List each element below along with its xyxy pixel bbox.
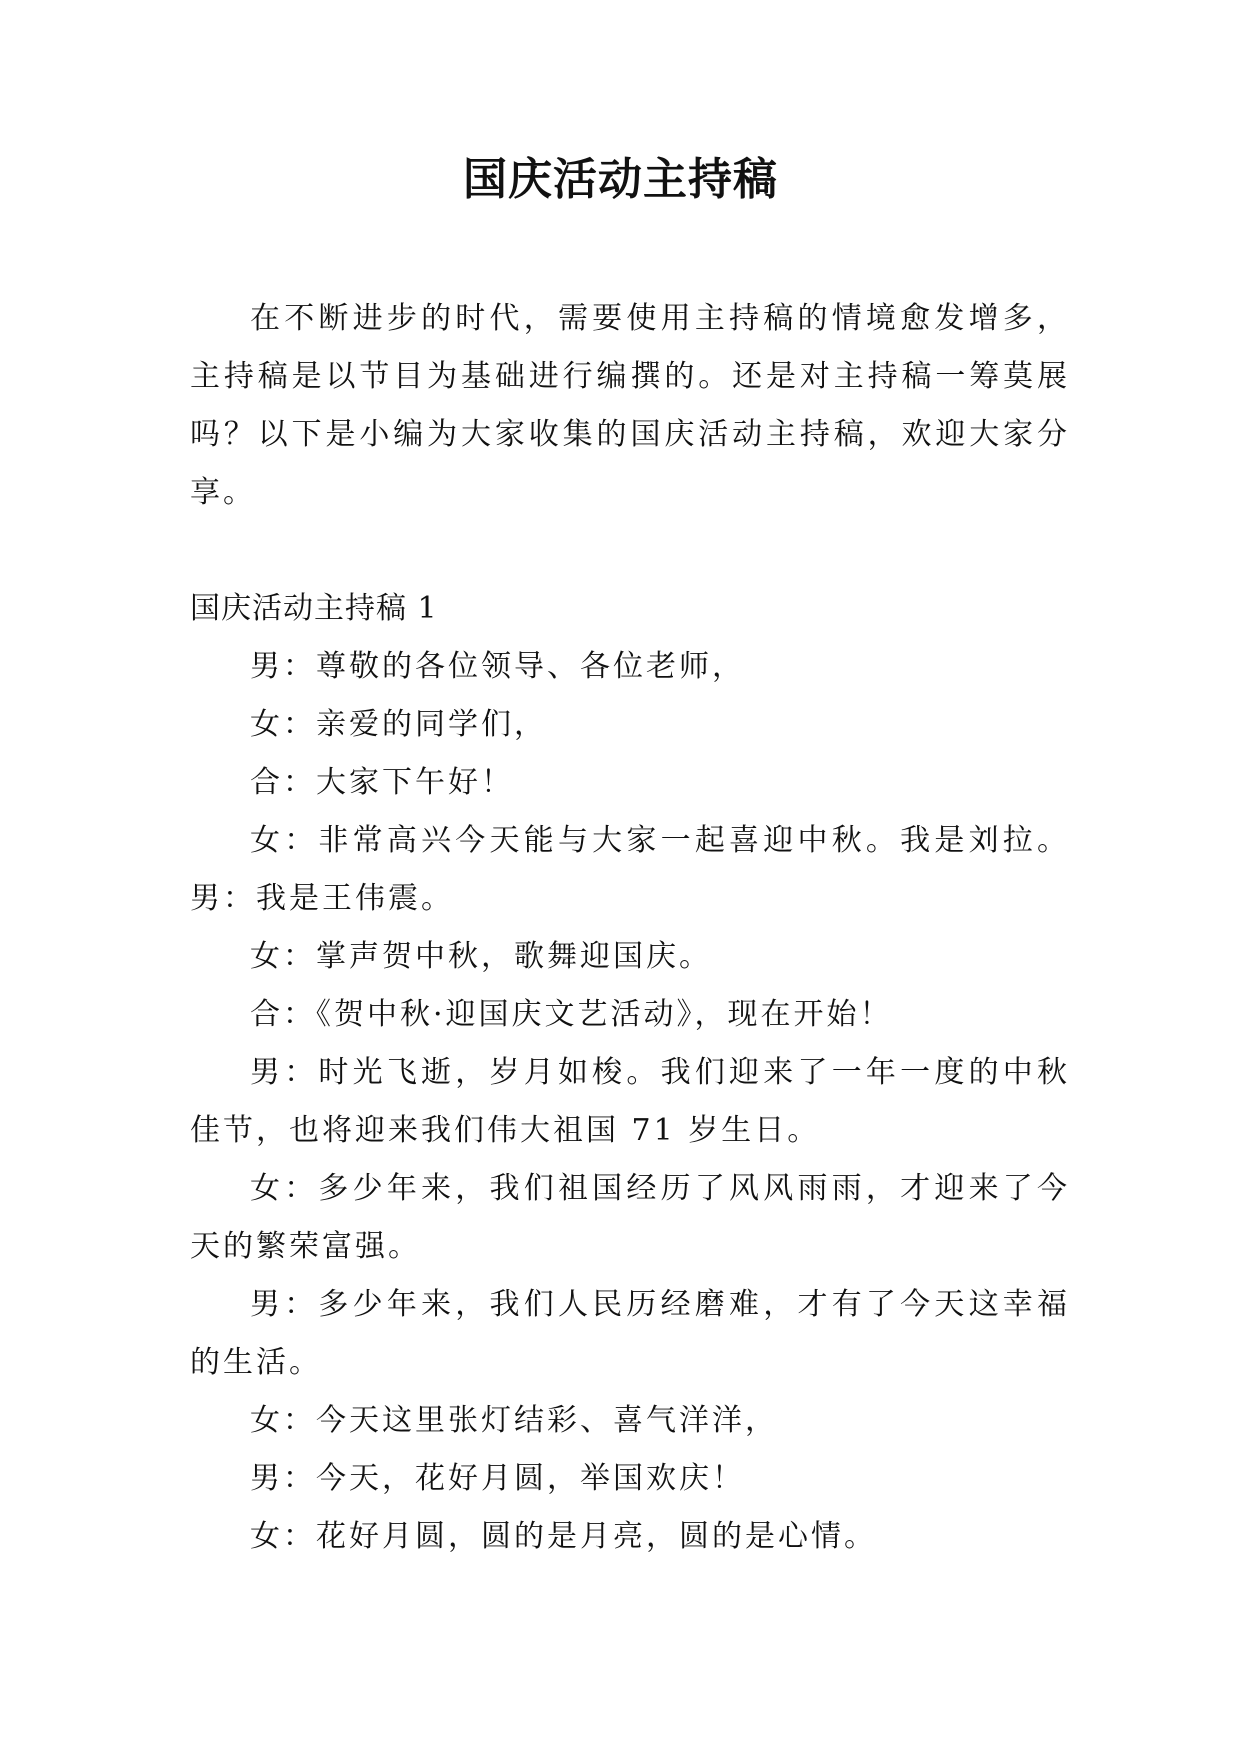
document-body bbox=[190, 290, 1070, 1566]
script-line: 女：非常高兴今天能与大家一起喜迎中秋。我是刘拉。男：我是王伟震。 bbox=[190, 823, 1070, 916]
script-line: 女：多少年来，我们祖国经历了风风雨雨，才迎来了今天的繁荣富强。 bbox=[190, 1171, 1070, 1264]
script-line: 女：今天这里张灯结彩、喜气洋洋， bbox=[250, 1403, 778, 1438]
script-line: 男：今天，花好月圆，举国欢庆！ bbox=[250, 1461, 745, 1496]
script-line: 女：亲爱的同学们， bbox=[250, 707, 547, 742]
script-line: 女：花好月圆，圆的是月亮，圆的是心情。 bbox=[250, 1519, 877, 1554]
intro-paragraph: 在不断进步的时代，需要使用主持稿的情境愈发增多，主持稿是以节目为基础进行编撰的。还是对主持稿一筹莫展吗？以下是小编为大家收集的国庆活动主持稿，欢迎大家分享。 bbox=[190, 301, 1070, 510]
document-title: 国庆活动主持稿 bbox=[463, 154, 778, 205]
script-line: 合：大家下午好！ bbox=[250, 765, 514, 800]
script-line: 合：《贺中秋·迎国庆文艺活动》，现在开始！ bbox=[250, 997, 893, 1032]
script-line: 男：多少年来，我们人民历经磨难，才有了今天这幸福的生活。 bbox=[190, 1287, 1070, 1380]
script-line: 男：尊敬的各位领导、各位老师， bbox=[250, 649, 745, 684]
script-line: 男：时光飞逝，岁月如梭。我们迎来了一年一度的中秋佳节，也将迎来我们伟大祖国 71 岁生日。 bbox=[190, 1055, 1070, 1148]
script-line: 女：掌声贺中秋，歌舞迎国庆。 bbox=[250, 939, 712, 974]
section-heading: 国庆活动主持稿 1 bbox=[190, 591, 438, 626]
